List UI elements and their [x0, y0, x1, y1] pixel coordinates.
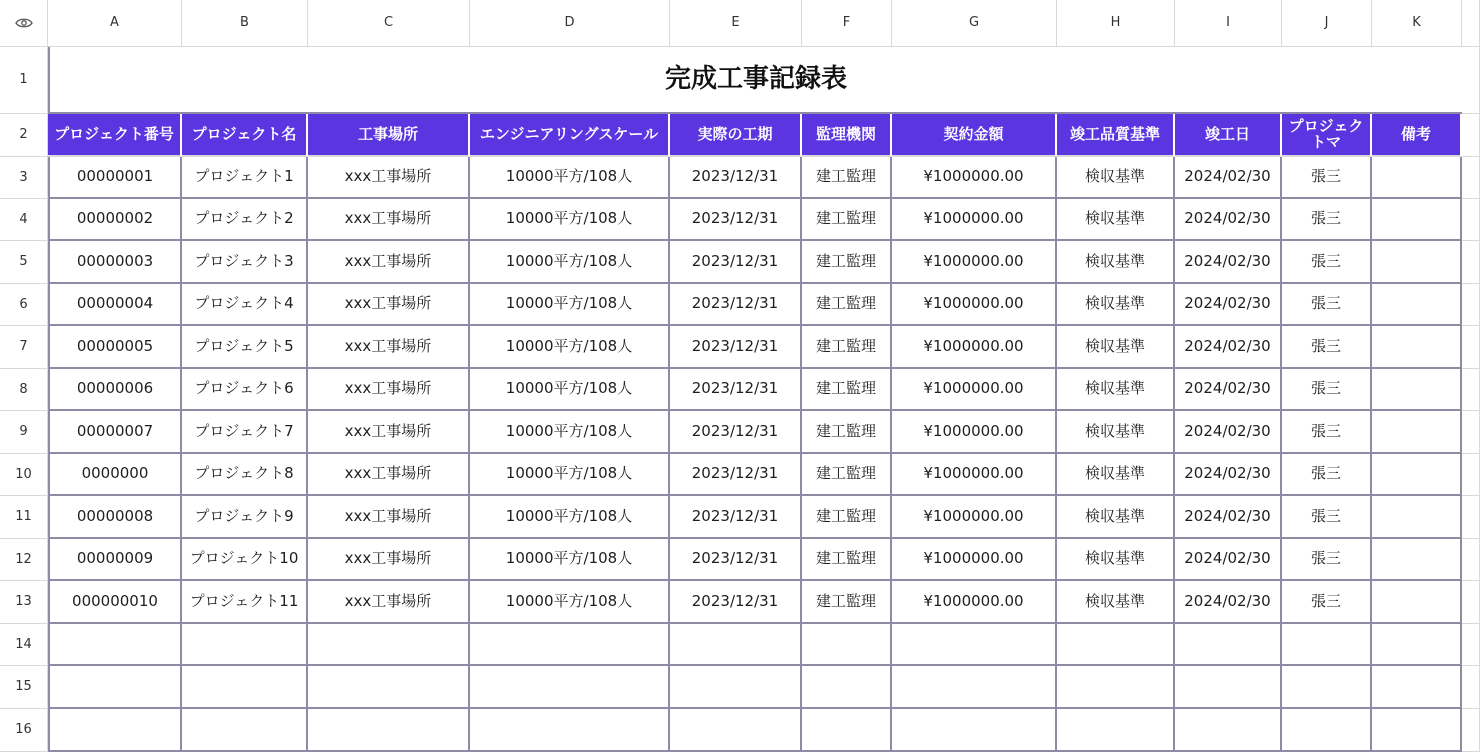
table-header-cell[interactable]: 竣工品質基準: [1057, 114, 1175, 157]
column-header-f[interactable]: F: [802, 0, 892, 47]
row-header-3[interactable]: 3: [0, 157, 48, 199]
table-cell[interactable]: 検収基準: [1057, 496, 1175, 539]
table-cell[interactable]: [1372, 326, 1462, 369]
row-header-13[interactable]: 13: [0, 581, 48, 624]
table-cell[interactable]: 張三: [1282, 284, 1372, 326]
table-cell[interactable]: ¥1000000.00: [892, 411, 1057, 454]
table-cell[interactable]: ¥1000000.00: [892, 284, 1057, 326]
table-cell[interactable]: 検収基準: [1057, 199, 1175, 241]
table-cell[interactable]: [802, 624, 892, 666]
table-cell[interactable]: 00000002: [48, 199, 182, 241]
table-cell[interactable]: 検収基準: [1057, 539, 1175, 581]
table-header-cell[interactable]: エンジニアリングスケール: [470, 114, 670, 157]
table-cell[interactable]: プロジェクト7: [182, 411, 308, 454]
table-cell[interactable]: 10000平方/108人: [470, 241, 670, 284]
table-cell[interactable]: xxx工事場所: [308, 326, 470, 369]
column-header-blank: [1462, 0, 1480, 47]
table-cell[interactable]: 建工監理: [802, 411, 892, 454]
table-cell[interactable]: [1372, 496, 1462, 539]
table-cell[interactable]: 張三: [1282, 199, 1372, 241]
table-cell[interactable]: ¥1000000.00: [892, 454, 1057, 496]
table-cell[interactable]: 2023/12/31: [670, 199, 802, 241]
blank-cell: [1462, 454, 1480, 496]
table-cell[interactable]: xxx工事場所: [308, 411, 470, 454]
blank-cell: [1462, 199, 1480, 241]
table-cell[interactable]: 00000001: [48, 157, 182, 199]
table-cell[interactable]: [892, 624, 1057, 666]
table-cell[interactable]: 10000平方/108人: [470, 369, 670, 411]
table-cell[interactable]: プロジェクト10: [182, 539, 308, 581]
table-cell[interactable]: [308, 624, 470, 666]
table-cell[interactable]: [1372, 199, 1462, 241]
blank-cell: [1462, 539, 1480, 581]
table-cell[interactable]: 0000000: [48, 454, 182, 496]
column-header-d[interactable]: D: [470, 0, 670, 47]
row-header-1[interactable]: 1: [0, 47, 48, 114]
table-cell[interactable]: 2023/12/31: [670, 411, 802, 454]
row-header-8[interactable]: 8: [0, 369, 48, 411]
select-all-corner[interactable]: [0, 0, 48, 47]
table-cell[interactable]: プロジェクト4: [182, 284, 308, 326]
table-cell[interactable]: ¥1000000.00: [892, 199, 1057, 241]
blank-cell: [1462, 114, 1480, 157]
table-cell[interactable]: [892, 666, 1057, 709]
table-cell[interactable]: xxx工事場所: [308, 369, 470, 411]
table-cell[interactable]: [48, 624, 182, 666]
sheet-title[interactable]: 完成工事記録表: [48, 47, 1462, 114]
table-cell[interactable]: 張三: [1282, 411, 1372, 454]
table-cell[interactable]: 2024/02/30: [1175, 496, 1282, 539]
blank-cell: [1462, 326, 1480, 369]
row-header-2[interactable]: 2: [0, 114, 48, 157]
blank-cell: [1462, 496, 1480, 539]
blank-cell: [1462, 241, 1480, 284]
table-cell[interactable]: 2024/02/30: [1175, 284, 1282, 326]
table-cell[interactable]: 00000006: [48, 369, 182, 411]
row-header-16[interactable]: 16: [0, 709, 48, 752]
table-cell[interactable]: 2024/02/30: [1175, 411, 1282, 454]
table-header-cell[interactable]: 竣工日: [1175, 114, 1282, 157]
table-cell[interactable]: 2023/12/31: [670, 454, 802, 496]
table-cell[interactable]: xxx工事場所: [308, 241, 470, 284]
table-cell[interactable]: ¥1000000.00: [892, 369, 1057, 411]
table-cell[interactable]: 建工監理: [802, 199, 892, 241]
table-cell[interactable]: [308, 666, 470, 709]
table-cell[interactable]: ¥1000000.00: [892, 326, 1057, 369]
table-cell[interactable]: [670, 624, 802, 666]
table-cell[interactable]: 検収基準: [1057, 326, 1175, 369]
table-cell[interactable]: 10000平方/108人: [470, 157, 670, 199]
table-cell[interactable]: 検収基準: [1057, 454, 1175, 496]
column-header-h[interactable]: H: [1057, 0, 1175, 47]
table-cell[interactable]: [1057, 666, 1175, 709]
table-cell[interactable]: [1175, 666, 1282, 709]
table-cell[interactable]: xxx工事場所: [308, 157, 470, 199]
table-cell[interactable]: 建工監理: [802, 454, 892, 496]
table-cell[interactable]: [1057, 624, 1175, 666]
table-header-cell[interactable]: プロジェクトマ: [1282, 114, 1372, 157]
table-cell[interactable]: [1372, 241, 1462, 284]
column-header-c[interactable]: C: [308, 0, 470, 47]
table-cell[interactable]: [1372, 284, 1462, 326]
table-cell[interactable]: 2023/12/31: [670, 369, 802, 411]
table-cell[interactable]: 張三: [1282, 454, 1372, 496]
table-header-cell[interactable]: プロジェクト名: [182, 114, 308, 157]
blank-cell: [1462, 411, 1480, 454]
table-cell[interactable]: [1372, 157, 1462, 199]
table-cell[interactable]: プロジェクト3: [182, 241, 308, 284]
table-cell[interactable]: [1372, 624, 1462, 666]
table-cell[interactable]: 建工監理: [802, 539, 892, 581]
table-cell[interactable]: プロジェクト9: [182, 496, 308, 539]
table-cell[interactable]: 張三: [1282, 369, 1372, 411]
table-header-cell[interactable]: 備考: [1372, 114, 1462, 157]
table-cell[interactable]: 張三: [1282, 241, 1372, 284]
table-cell[interactable]: 張三: [1282, 539, 1372, 581]
blank-cell: [1462, 581, 1480, 624]
table-cell[interactable]: 00000009: [48, 539, 182, 581]
table-cell[interactable]: [1372, 539, 1462, 581]
table-cell[interactable]: 2024/02/30: [1175, 199, 1282, 241]
table-cell[interactable]: 2023/12/31: [670, 326, 802, 369]
table-cell[interactable]: [670, 666, 802, 709]
table-header-cell[interactable]: プロジェクト番号: [48, 114, 182, 157]
table-cell[interactable]: 2023/12/31: [670, 284, 802, 326]
blank-cell: [1462, 666, 1480, 709]
table-cell[interactable]: 2024/02/30: [1175, 369, 1282, 411]
column-header-k[interactable]: K: [1372, 0, 1462, 47]
table-cell[interactable]: [1372, 454, 1462, 496]
table-cell[interactable]: 10000平方/108人: [470, 454, 670, 496]
row-header-12[interactable]: 12: [0, 539, 48, 581]
table-cell[interactable]: 10000平方/108人: [470, 496, 670, 539]
table-cell[interactable]: 建工監理: [802, 157, 892, 199]
table-cell[interactable]: [182, 666, 308, 709]
table-cell[interactable]: [1372, 411, 1462, 454]
table-cell[interactable]: [470, 666, 670, 709]
table-cell[interactable]: [1282, 624, 1372, 666]
table-cell[interactable]: 000000010: [48, 581, 182, 624]
table-cell[interactable]: xxx工事場所: [308, 199, 470, 241]
row-header-7[interactable]: 7: [0, 326, 48, 369]
table-cell[interactable]: プロジェクト1: [182, 157, 308, 199]
table-cell[interactable]: 2023/12/31: [670, 157, 802, 199]
row-header-10[interactable]: 10: [0, 454, 48, 496]
table-cell[interactable]: 張三: [1282, 581, 1372, 624]
column-header-e[interactable]: E: [670, 0, 802, 47]
table-cell[interactable]: ¥1000000.00: [892, 539, 1057, 581]
blank-cell: [1462, 157, 1480, 199]
table-cell[interactable]: [1372, 369, 1462, 411]
column-header-b[interactable]: B: [182, 0, 308, 47]
row-header-6[interactable]: 6: [0, 284, 48, 326]
table-cell[interactable]: 建工監理: [802, 241, 892, 284]
table-cell[interactable]: 2024/02/30: [1175, 157, 1282, 199]
table-cell[interactable]: 検収基準: [1057, 581, 1175, 624]
column-header-i[interactable]: I: [1175, 0, 1282, 47]
blank-cell: [1462, 624, 1480, 666]
table-cell[interactable]: プロジェクト5: [182, 326, 308, 369]
table-cell[interactable]: [48, 666, 182, 709]
table-header-cell[interactable]: 監理機関: [802, 114, 892, 157]
row-header-5[interactable]: 5: [0, 241, 48, 284]
table-cell[interactable]: 10000平方/108人: [470, 199, 670, 241]
table-cell[interactable]: 検収基準: [1057, 411, 1175, 454]
table-cell[interactable]: プロジェクト2: [182, 199, 308, 241]
column-header-g[interactable]: G: [892, 0, 1057, 47]
blank-cell: [1462, 369, 1480, 411]
table-cell[interactable]: 00000003: [48, 241, 182, 284]
table-cell[interactable]: 建工監理: [802, 326, 892, 369]
table-cell[interactable]: ¥1000000.00: [892, 241, 1057, 284]
table-cell[interactable]: 10000平方/108人: [470, 326, 670, 369]
row-header-14[interactable]: 14: [0, 624, 48, 666]
table-cell[interactable]: 2024/02/30: [1175, 454, 1282, 496]
table-cell[interactable]: ¥1000000.00: [892, 581, 1057, 624]
table-cell[interactable]: [1372, 666, 1462, 709]
table-cell[interactable]: xxx工事場所: [308, 581, 470, 624]
column-header-a[interactable]: A: [48, 0, 182, 47]
table-cell[interactable]: プロジェクト11: [182, 581, 308, 624]
table-cell[interactable]: 00000007: [48, 411, 182, 454]
table-cell[interactable]: 検収基準: [1057, 241, 1175, 284]
table-cell[interactable]: 建工監理: [802, 369, 892, 411]
table-cell[interactable]: 2023/12/31: [670, 241, 802, 284]
table-cell[interactable]: 00000004: [48, 284, 182, 326]
table-cell[interactable]: ¥1000000.00: [892, 157, 1057, 199]
table-cell[interactable]: ¥1000000.00: [892, 496, 1057, 539]
table-cell[interactable]: [182, 624, 308, 666]
column-header-j[interactable]: J: [1282, 0, 1372, 47]
table-cell[interactable]: 2024/02/30: [1175, 241, 1282, 284]
table-cell[interactable]: [1372, 581, 1462, 624]
row-header-4[interactable]: 4: [0, 199, 48, 241]
table-cell[interactable]: [1175, 624, 1282, 666]
table-cell[interactable]: 10000平方/108人: [470, 539, 670, 581]
table-cell[interactable]: 2024/02/30: [1175, 581, 1282, 624]
row-header-11[interactable]: 11: [0, 496, 48, 539]
table-cell[interactable]: [470, 624, 670, 666]
table-cell[interactable]: xxx工事場所: [308, 454, 470, 496]
table-cell[interactable]: 張三: [1282, 157, 1372, 199]
table-cell[interactable]: 建工監理: [802, 284, 892, 326]
row-header-15[interactable]: 15: [0, 666, 48, 709]
table-cell[interactable]: 2023/12/31: [670, 581, 802, 624]
table-header-cell[interactable]: 契約金額: [892, 114, 1057, 157]
table-cell[interactable]: 検収基準: [1057, 284, 1175, 326]
table-cell[interactable]: 検収基準: [1057, 369, 1175, 411]
table-cell[interactable]: 00000008: [48, 496, 182, 539]
table-cell[interactable]: 張三: [1282, 326, 1372, 369]
table-cell[interactable]: 10000平方/108人: [470, 581, 670, 624]
table-cell[interactable]: 00000005: [48, 326, 182, 369]
table-cell[interactable]: 2024/02/30: [1175, 539, 1282, 581]
table-cell[interactable]: 建工監理: [802, 581, 892, 624]
table-cell[interactable]: プロジェクト6: [182, 369, 308, 411]
table-cell[interactable]: [802, 666, 892, 709]
table-cell[interactable]: xxx工事場所: [308, 284, 470, 326]
table-header-cell[interactable]: 工事場所: [308, 114, 470, 157]
table-cell[interactable]: xxx工事場所: [308, 496, 470, 539]
blank-cell: [1462, 284, 1480, 326]
table-cell[interactable]: 張三: [1282, 496, 1372, 539]
table-cell[interactable]: 10000平方/108人: [470, 411, 670, 454]
table-cell[interactable]: 10000平方/108人: [470, 284, 670, 326]
table-cell[interactable]: xxx工事場所: [308, 539, 470, 581]
table-cell[interactable]: 建工監理: [802, 496, 892, 539]
table-cell[interactable]: 2023/12/31: [670, 496, 802, 539]
table-cell[interactable]: 2023/12/31: [670, 539, 802, 581]
table-cell[interactable]: プロジェクト8: [182, 454, 308, 496]
eye-icon: [15, 17, 33, 29]
table-cell[interactable]: [1282, 666, 1372, 709]
table-cell[interactable]: 2024/02/30: [1175, 326, 1282, 369]
row-header-9[interactable]: 9: [0, 411, 48, 454]
blank-cell: [1462, 47, 1480, 114]
table-cell[interactable]: 検収基準: [1057, 157, 1175, 199]
table-header-cell[interactable]: 実際の工期: [670, 114, 802, 157]
